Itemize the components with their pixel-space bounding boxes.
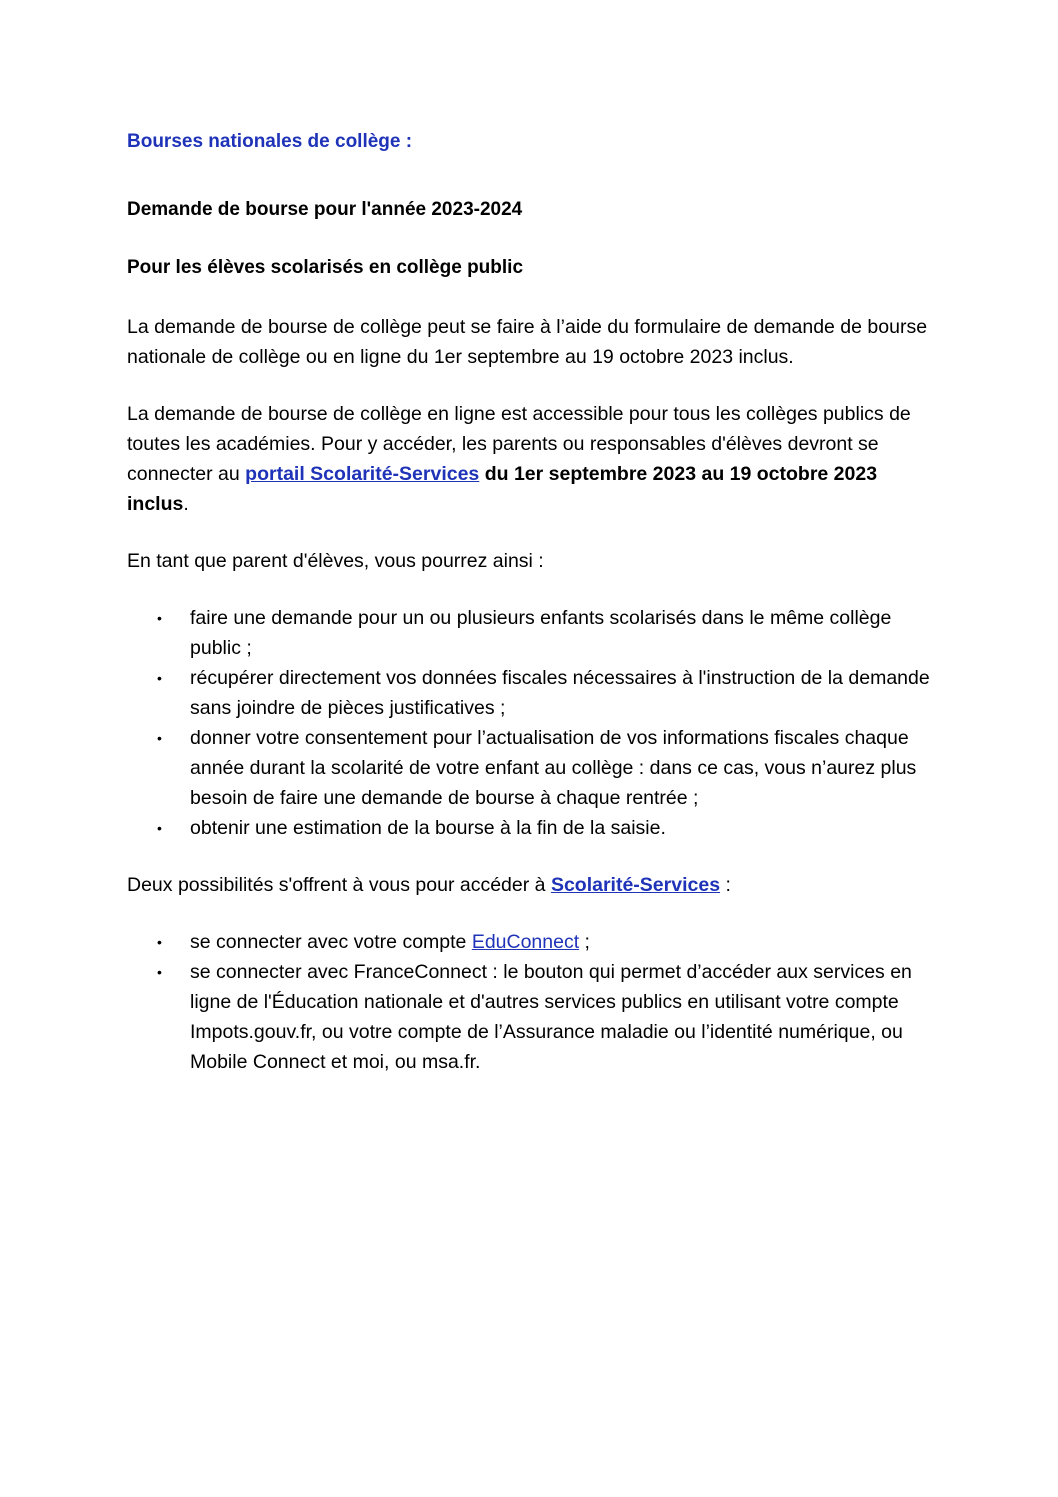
list-item xyxy=(157,603,942,663)
features-list xyxy=(127,603,942,843)
connection-list xyxy=(127,927,942,1077)
portail-scolarite-services-link[interactable]: portail Scolarité-Services xyxy=(245,463,480,485)
list-item xyxy=(157,663,942,723)
subtitle-public: Pour les élèves scolarisés en collège public xyxy=(127,257,524,278)
list-item xyxy=(157,957,942,1077)
bullet-icon: • xyxy=(157,934,162,950)
subtitle-year: Demande de bourse pour l'année 2023-2024 xyxy=(127,199,523,220)
scolarite-services-link[interactable]: Scolarité-Services xyxy=(550,874,721,896)
access-paragraph xyxy=(127,870,942,900)
list-item-text: récupérer directement vos données fiscales nécessaires à l'instruction de la demande sans joindre de pièces justificatives ; xyxy=(190,667,930,719)
online-paragraph xyxy=(127,399,942,519)
list-item xyxy=(157,927,942,957)
list-item-end: ; xyxy=(579,931,590,953)
list-item-text: obtenir une estimation de la bourse à la fin de la saisie. xyxy=(190,817,666,839)
online-paragraph-dates: du 1er septembre 2023 au 19 octobre 2023 inclus xyxy=(127,463,878,515)
list-item-text: se connecter avec FranceConnect : le bouton qui permet d’accéder aux services en ligne de l'Éducation nationale et d'autres services publics en utilisant votre compte Impots.gouv.fr, ou votre compte de l’Assurance maladie ou l’identité numérique, ou Mobile Connect et moi, ou msa.fr. xyxy=(190,961,912,1073)
bullet-icon: • xyxy=(157,610,162,626)
bullet-icon: • xyxy=(157,820,162,836)
intro-paragraph: La demande de bourse de collège peut se faire à l’aide du formulaire de demande de bourse nationale de collège ou en ligne du 1er septembre au 19 octobre 2023 inclus. xyxy=(127,316,928,368)
bullet-icon: • xyxy=(157,964,162,980)
parents-paragraph: En tant que parent d'élèves, vous pourrez ainsi : xyxy=(127,550,544,572)
list-item xyxy=(157,813,942,843)
online-paragraph-end: . xyxy=(183,493,189,515)
list-item-text: donner votre consentement pour l’actualisation de vos informations fiscales chaque année durant la scolarité de votre enfant au collège : dans ce cas, vous n’aurez plus besoin de faire une demande de bourse à chaque rentrée ; xyxy=(190,727,917,809)
document-page xyxy=(127,128,942,1104)
page-title: Bourses nationales de collège : xyxy=(127,131,413,152)
educonnect-link[interactable]: EduConnect xyxy=(471,931,580,953)
list-item xyxy=(157,723,942,813)
bullet-icon: • xyxy=(157,730,162,746)
bullet-icon: • xyxy=(157,670,162,686)
list-item-text: faire une demande pour un ou plusieurs enfants scolarisés dans le même collège public ; xyxy=(190,607,892,659)
access-paragraph-end: : xyxy=(720,874,731,896)
list-item-text: se connecter avec votre compte xyxy=(190,931,472,953)
access-paragraph-text: Deux possibilités s'offrent à vous pour accéder à xyxy=(127,874,551,896)
online-paragraph-text: La demande de bourse de collège en ligne est accessible pour tous les collèges publics de toutes les académies. Pour y accéder, les parents ou responsables d'élèves devront se connecter au xyxy=(127,403,911,485)
